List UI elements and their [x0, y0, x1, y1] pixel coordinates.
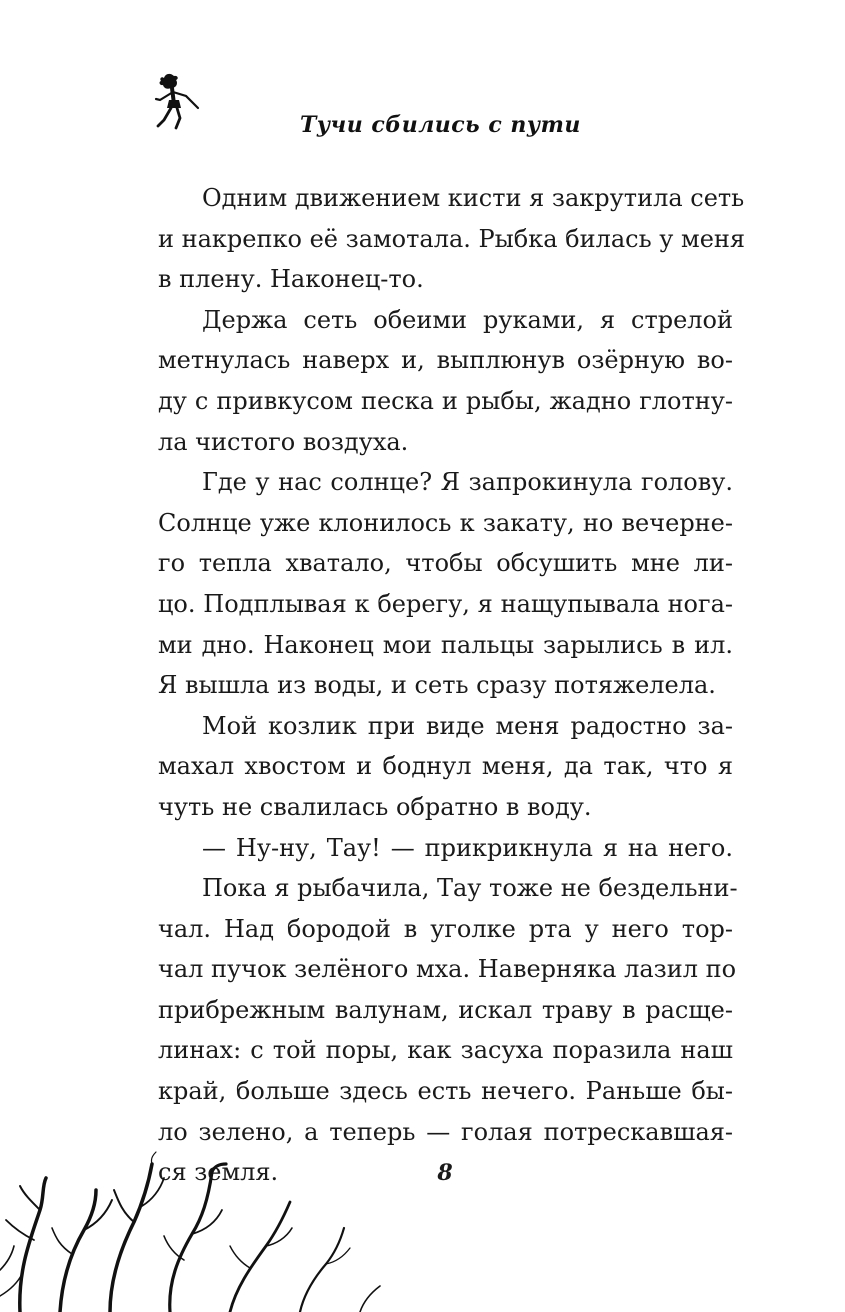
- text-line: чал. Над бородой в уголке рта у него тор-: [158, 914, 733, 943]
- page-number: 8: [437, 1160, 453, 1186]
- text-line: в плену. Наконец-то.: [158, 265, 424, 294]
- text-line: — Ну-ну, Тау! — прикрикнула я на него.: [202, 833, 733, 862]
- branches-decoration-icon: [0, 1150, 400, 1312]
- body-text: [158, 178, 746, 1193]
- text-line: ся земля.: [158, 1158, 279, 1187]
- text-line: махал хвостом и боднул меня, да так, что я: [158, 752, 733, 781]
- text-line: ла чистого воздуха.: [158, 427, 409, 456]
- running-title: Тучи сбились с пути: [300, 112, 581, 138]
- text-line: ми дно. Наконец мои пальцы зарылись в ил.: [158, 630, 733, 659]
- running-girl-emblem-icon: [152, 70, 204, 132]
- text-line: край, больше здесь есть нечего. Раньше бы-: [158, 1077, 733, 1106]
- text-line: прибрежным валунам, искал траву в расще-: [158, 995, 733, 1024]
- text-line: и накрепко её замотала. Рыбка билась у меня: [158, 224, 746, 253]
- text-line: Пока я рыбачила, Тау тоже не бездельни-: [202, 874, 738, 903]
- text-line: линах: с той поры, как засуха поразила наш: [158, 1036, 733, 1065]
- text-line: Мой козлик при виде меня радостно за-: [202, 711, 733, 740]
- text-line: цо. Подплывая к берегу, я нащупывала нога-: [158, 589, 733, 618]
- text-line: чал пучок зелёного мха. Наверняка лазил по: [158, 955, 737, 984]
- text-line: Я вышла из воды, и сеть сразу потяжелела.: [158, 671, 716, 700]
- text-line: Одним движением кисти я закрутила сеть: [202, 184, 745, 212]
- text-line: Держа сеть обеими руками, я стрелой: [202, 305, 733, 334]
- text-line: ло зелено, а теперь — голая потрескавшая-: [158, 1117, 733, 1146]
- text-line: Где у нас солнце? Я запрокинула голову.: [202, 468, 733, 497]
- text-line: Солнце уже клонилось к закату, но вечерне-: [158, 508, 733, 537]
- text-line: метнулась наверх и, выплюнув озёрную во-: [158, 346, 733, 375]
- text-line: го тепла хватало, чтобы обсушить мне ли-: [158, 549, 733, 578]
- text-line: чуть не свалилась обратно в воду.: [158, 792, 592, 821]
- text-line: ду с привкусом песка и рыбы, жадно глотну-: [158, 386, 733, 415]
